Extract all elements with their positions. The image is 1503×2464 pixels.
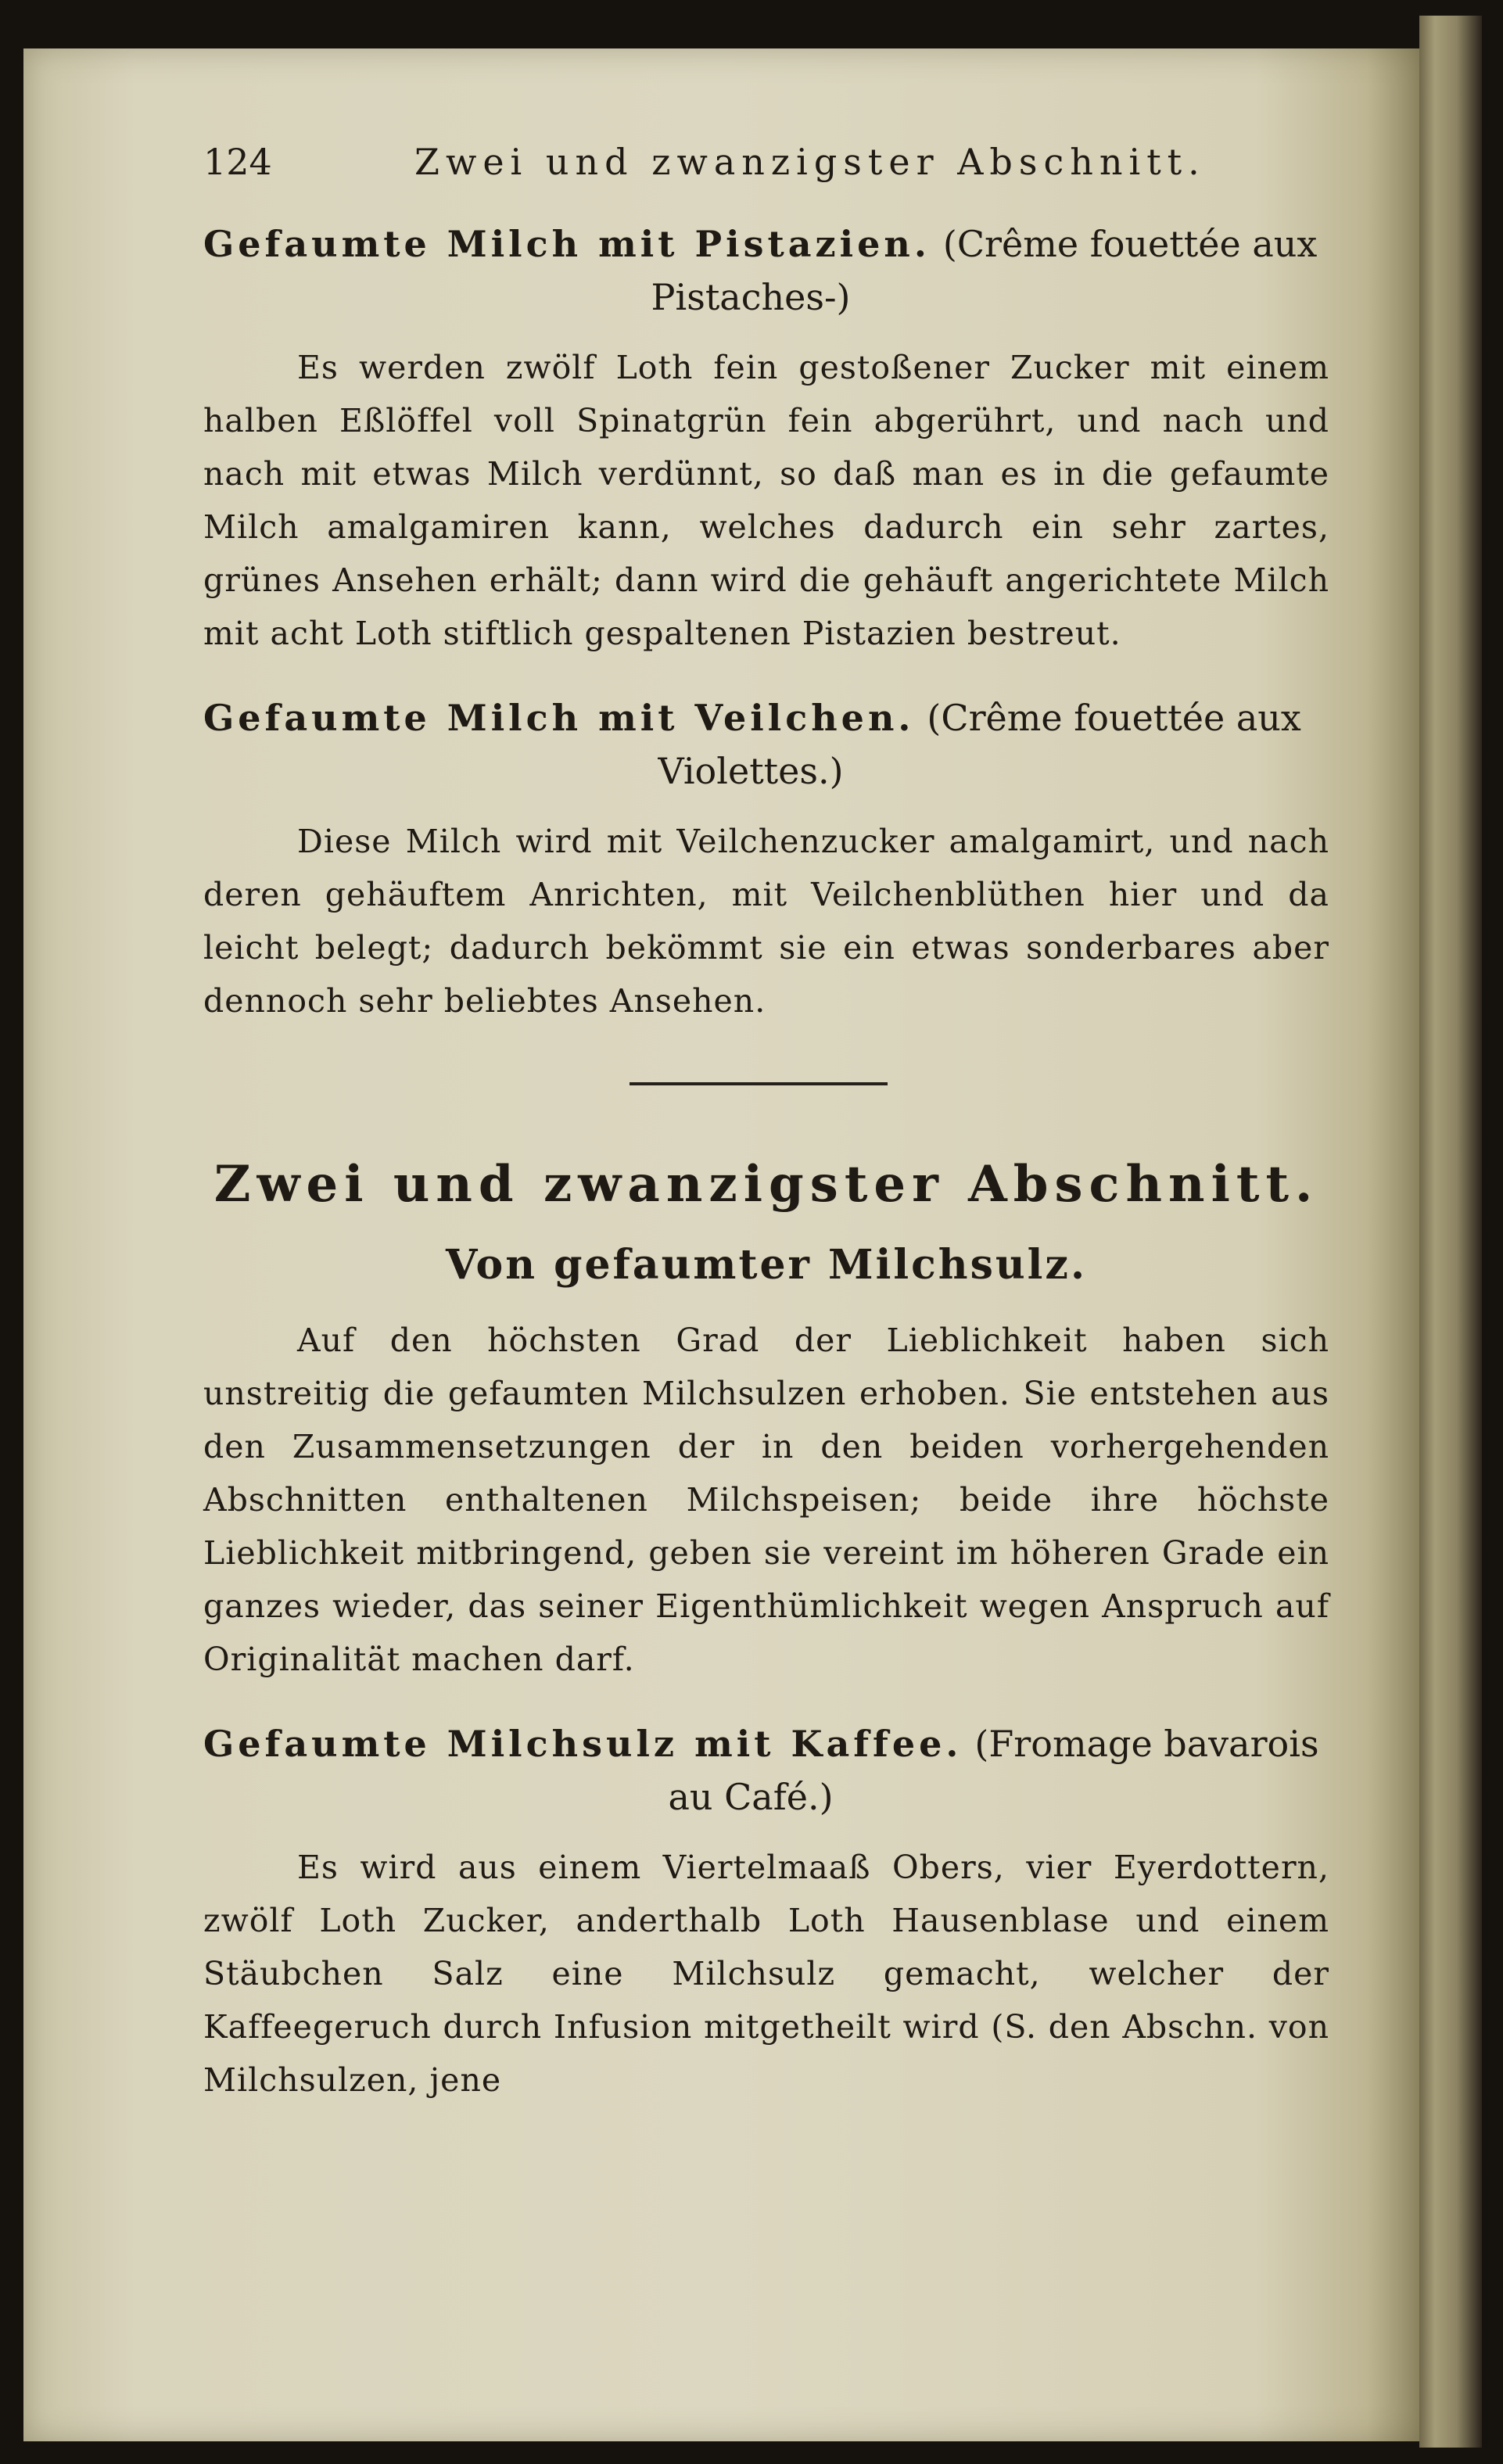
recipe-title-pistazien bbox=[203, 217, 1329, 324]
recipe-title-kaffee bbox=[203, 1717, 1329, 1824]
running-title: Zwei und zwanzigster Abschnitt. bbox=[414, 141, 1206, 183]
recipe-body-pistazien: Es werden zwölf Loth fein gestoßener Zucker mit einem halben Eßlöffel voll Spinatgrün fein abgerührt, und nach und nach mit etwas Milch verdünnt, so daß man es in die gefaumte Milch amalgamiren kann, welches dadurch ein sehr zartes, grünes Ansehen erhält; dann wird die gehäuft angerichtete Milch mit acht Loth stiftlich gespaltenen Pistazien bestreut. bbox=[203, 349, 1329, 652]
recipe-title-german: Gefaumte Milch mit Pistazien. bbox=[203, 223, 931, 265]
recipe-body-veilchen: Diese Milch wird mit Veilchenzucker amalgamirt, und nach deren gehäuftem Anrichten, mit Veilchenblüthen hier und da leicht belegt; dadurch bekömmt sie ein etwas sonderbares aber dennoch sehr beliebtes Ansehen. bbox=[203, 823, 1329, 1020]
recipe-title-french-cont: Violettes.) bbox=[658, 750, 844, 792]
page-number: 124 bbox=[203, 141, 272, 183]
recipe-title-french: (Crême fouettée aux bbox=[927, 697, 1301, 739]
book-edge bbox=[1419, 16, 1482, 2448]
recipe-title-french: (Fromage bavarois bbox=[974, 1723, 1319, 1765]
section-divider bbox=[630, 1082, 888, 1085]
running-header bbox=[203, 141, 1329, 195]
chapter-intro: Auf den höchsten Grad der Lieblichkeit haben sich unstreitig die gefaumten Milchsulzen erhoben. Sie entstehen aus den Zusammensetzungen der in den beiden vorhergehenden Abschnitten enthaltenen Milchspeisen; beide ihre höchste Lieblichkeit mitbringend, geben sie vereint im höheren Grade ein ganzes wieder, das seiner Eigenthümlichkeit wegen Anspruch auf Originalität machen darf. bbox=[203, 1322, 1329, 1678]
recipe-title-veilchen bbox=[203, 691, 1329, 798]
recipe-body-kaffee: Es wird aus einem Viertelmaaß Obers, vier Eyerdottern, zwölf Loth Zucker, anderthalb Loth Hausenblase und einem Stäubchen Salz eine Milchsulz gemacht, welcher der Kaffeegeruch durch Infusion mitgetheilt wird (S. den Abschn. von Milchsulzen, jene bbox=[203, 1849, 1329, 2099]
page-text bbox=[203, 141, 1329, 2107]
chapter-subtitle: Von gefaumter Milchsulz. bbox=[445, 1241, 1088, 1289]
recipe-title-german: Gefaumte Milchsulz mit Kaffee. bbox=[203, 1723, 963, 1765]
recipe-title-german: Gefaumte Milch mit Veilchen. bbox=[203, 697, 915, 739]
chapter-title: Zwei und zwanzigster Abschnitt. bbox=[213, 1155, 1319, 1214]
recipe-title-french: (Crême fouettée aux bbox=[942, 223, 1318, 265]
recipe-title-french-cont: au Café.) bbox=[668, 1776, 834, 1818]
recipe-title-french-cont: Pistaches-) bbox=[651, 276, 851, 318]
